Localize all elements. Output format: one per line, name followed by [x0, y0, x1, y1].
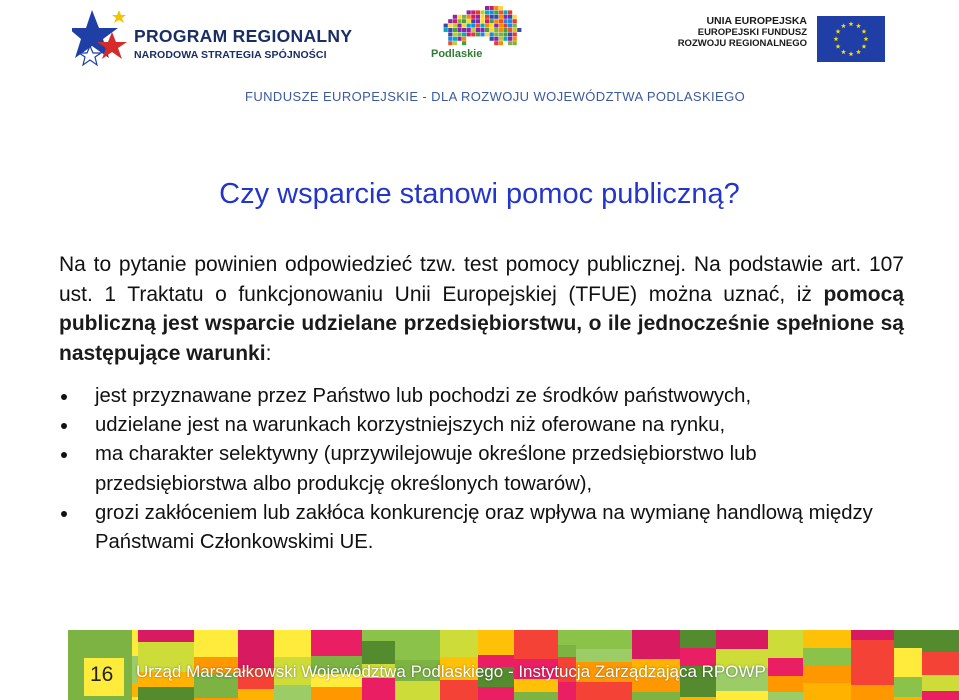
list-item-text: ma charakter selektywny (uprzywilejowuje określone przedsiębiorstwo lub przedsiębiorstwa albo produkcję określonych towarów),: [95, 443, 757, 495]
eu-flag-icon: [817, 16, 885, 62]
list-item: [59, 382, 904, 411]
list-item-text: udzielane jest na warunkach korzystniejszych niż oferowane na rynku,: [95, 414, 726, 437]
bullet-icon: [61, 452, 67, 458]
eu-line-3: ROZWOJU REGIONALNEGO: [677, 38, 807, 49]
intro-paragraph: [59, 250, 904, 368]
program-subtitle: NARODOWA STRATEGIA SPÓJNOŚCI: [134, 49, 327, 61]
region-label: Podlaskie: [431, 48, 483, 60]
eu-logo: [677, 15, 885, 66]
podlaskie-logo: [425, 4, 535, 76]
list-item: [59, 499, 904, 557]
bullet-icon: [61, 511, 67, 517]
tagline: FUNDUSZE EUROPEJSKIE - DLA ROZWOJU WOJEWÓDZTWA PODLASKIEGO: [245, 89, 746, 104]
footer-text: Urząd Marszałkowski Województwa Podlaskiego - Instytucja Zarządzająca RPOWP: [136, 662, 766, 681]
slide-title: Czy wsparcie stanowi pomoc publiczną?: [219, 178, 740, 210]
program-regionalny-logo: [72, 4, 362, 74]
bison-mosaic-icon: [425, 4, 535, 54]
eu-line-2: EUROPEJSKI FUNDUSZ: [697, 27, 807, 38]
eu-text-block: [678, 16, 807, 49]
header: [0, 0, 959, 110]
list-item-text: jest przyznawane przez Państwo lub pochodzi ze środków państwowych,: [95, 385, 752, 407]
conditions-list: [59, 382, 904, 557]
list-item: [59, 440, 904, 498]
program-title: PROGRAM REGIONALNY: [134, 26, 353, 46]
intro-bold-text: pomocą publiczną jest wsparcie udzielane przedsiębiorstwu, o ile jednocześnie spełnione są następujące warunki: [59, 282, 904, 365]
eu-line-1: UNIA EUROPEJSKA: [706, 15, 807, 27]
page-number: 16: [90, 663, 114, 686]
bullet-icon: [61, 394, 67, 400]
bullet-icon: [61, 423, 67, 429]
star-logo-icon: [72, 4, 134, 74]
intro-end: :: [265, 341, 272, 365]
footer: [0, 630, 959, 700]
list-item: [59, 411, 904, 440]
list-item-text: grozi zakłóceniem lub zakłóca konkurencję oraz wpływa na wymianę handlową między Państwami Członkowskimi UE.: [95, 501, 873, 554]
intro-text: Na to pytanie powinien odpowiedzieć tzw. test pomocy publicznej. Na podstawie art. 107 ust. 1 Traktatu o funkcjonowaniu Unii Europejskiej (TFUE) można uznać, iż: [59, 253, 904, 306]
